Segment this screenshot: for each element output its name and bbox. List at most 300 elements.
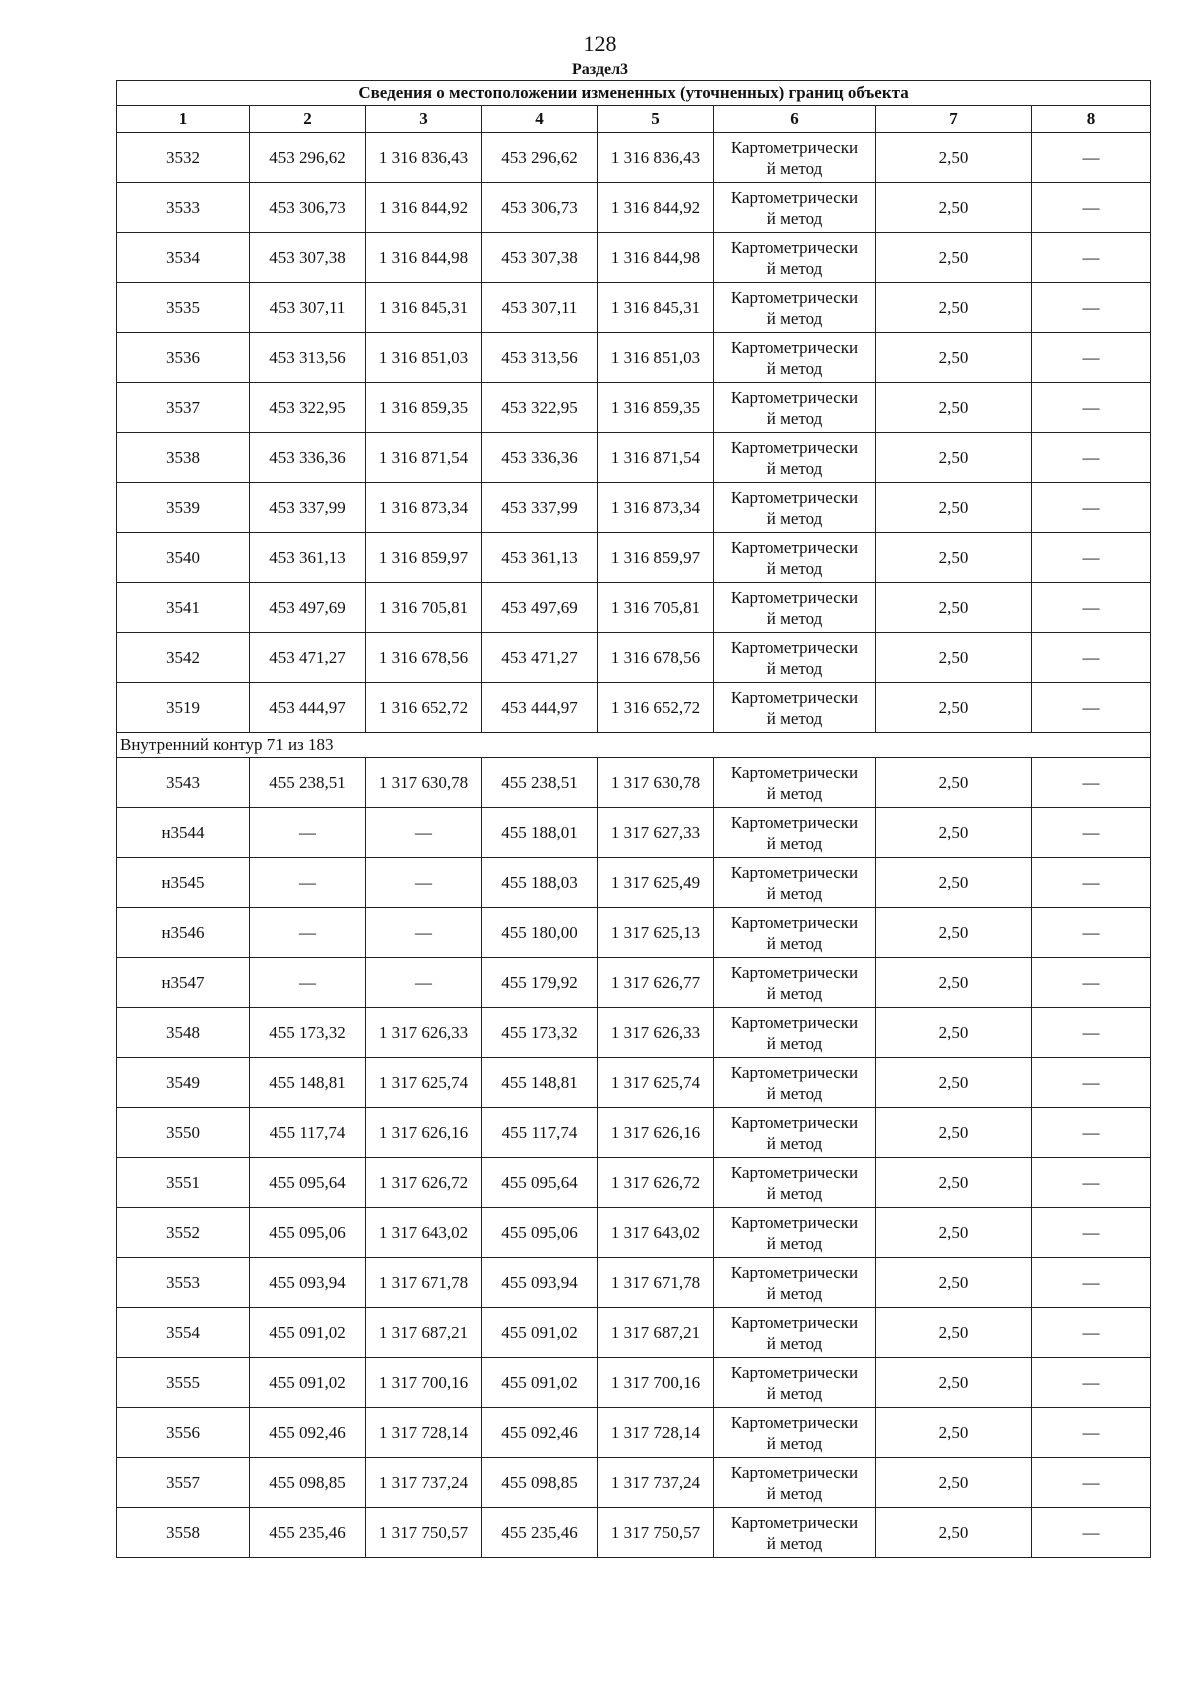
method-cell [714, 483, 876, 533]
method-cell [714, 683, 876, 733]
method-cell [714, 1408, 876, 1458]
table-row [117, 958, 1151, 1008]
refined-x-cell: 455 095,64 [482, 1158, 598, 1208]
existing-x-cell: 455 095,06 [250, 1208, 366, 1258]
refined-x-cell: 453 337,99 [482, 483, 598, 533]
accuracy-cell: 2,50 [876, 858, 1032, 908]
accuracy-cell: 2,50 [876, 283, 1032, 333]
method-text-line2: й метод [766, 1233, 823, 1253]
contour-label-row [117, 733, 1151, 758]
method-text-line2: й метод [766, 833, 823, 853]
table-row [117, 1058, 1151, 1108]
accuracy-cell: 2,50 [876, 433, 1032, 483]
refined-x-cell: 453 306,73 [482, 183, 598, 233]
accuracy-cell: 2,50 [876, 383, 1032, 433]
description-cell: — [1032, 1208, 1151, 1258]
section-label: Раздел3 [571, 61, 629, 78]
method-text-line2: й метод [766, 1283, 823, 1303]
accuracy-cell: 2,50 [876, 1358, 1032, 1408]
refined-x-cell: 455 235,46 [482, 1508, 598, 1558]
description-cell: — [1032, 1258, 1151, 1308]
method-text-line2: й метод [766, 1483, 823, 1503]
method-text-line2: й метод [766, 1433, 823, 1453]
refined-x-cell: 455 179,92 [482, 958, 598, 1008]
method-cell [714, 633, 876, 683]
table-row [117, 1158, 1151, 1208]
method-text-line1: Картометрически [730, 487, 859, 507]
method-text-line1: Картометрически [730, 962, 859, 982]
method-text-line1: Картометрически [730, 137, 859, 157]
point-number-cell: 3534 [117, 233, 250, 283]
point-number-cell: 3540 [117, 533, 250, 583]
existing-y-cell: 1 317 728,14 [366, 1408, 482, 1458]
accuracy-cell: 2,50 [876, 1408, 1032, 1458]
refined-x-cell: 453 307,38 [482, 233, 598, 283]
description-cell: — [1032, 233, 1151, 283]
description-cell: — [1032, 1408, 1151, 1458]
existing-y-cell: 1 317 687,21 [366, 1308, 482, 1358]
table-row [117, 1408, 1151, 1458]
table-row [117, 583, 1151, 633]
accuracy-cell: 2,50 [876, 808, 1032, 858]
existing-x-cell: — [250, 808, 366, 858]
point-number-cell: 3537 [117, 383, 250, 433]
table-row [117, 1458, 1151, 1508]
description-cell: — [1032, 1458, 1151, 1508]
accuracy-cell: 2,50 [876, 483, 1032, 533]
existing-y-cell: 1 316 844,98 [366, 233, 482, 283]
description-cell: — [1032, 133, 1151, 183]
point-number-cell: 3542 [117, 633, 250, 683]
existing-x-cell: 453 497,69 [250, 583, 366, 633]
method-text-line2: й метод [766, 983, 823, 1003]
method-text-line2: й метод [766, 1383, 823, 1403]
existing-y-cell: 1 316 859,97 [366, 533, 482, 583]
table-row [117, 233, 1151, 283]
refined-y-cell: 1 317 630,78 [598, 758, 714, 808]
point-number-cell: 3549 [117, 1058, 250, 1108]
table-row [117, 758, 1151, 808]
existing-y-cell: 1 316 678,56 [366, 633, 482, 683]
refined-y-cell: 1 317 643,02 [598, 1208, 714, 1258]
table-row [117, 533, 1151, 583]
refined-y-cell: 1 317 737,24 [598, 1458, 714, 1508]
description-cell: — [1032, 808, 1151, 858]
method-text-line1: Картометрически [730, 537, 859, 557]
refined-x-cell: 453 313,56 [482, 333, 598, 383]
table-row [117, 383, 1151, 433]
existing-y-cell: 1 316 705,81 [366, 583, 482, 633]
description-cell: — [1032, 908, 1151, 958]
existing-y-cell: 1 316 871,54 [366, 433, 482, 483]
existing-x-cell: 455 095,64 [250, 1158, 366, 1208]
method-text-line1: Картометрически [730, 1462, 859, 1482]
existing-x-cell: 455 173,32 [250, 1008, 366, 1058]
method-cell [714, 383, 876, 433]
description-cell: — [1032, 1508, 1151, 1558]
existing-x-cell: 455 098,85 [250, 1458, 366, 1508]
description-cell: — [1032, 283, 1151, 333]
refined-x-cell: 453 296,62 [482, 133, 598, 183]
method-text-line1: Картометрически [730, 762, 859, 782]
existing-y-cell: 1 316 836,43 [366, 133, 482, 183]
accuracy-cell: 2,50 [876, 233, 1032, 283]
refined-y-cell: 1 317 626,33 [598, 1008, 714, 1058]
method-text-line1: Картометрически [730, 1112, 859, 1132]
point-number-cell: 3543 [117, 758, 250, 808]
refined-y-cell: 1 316 873,34 [598, 483, 714, 533]
method-cell [714, 1258, 876, 1308]
method-text-line1: Картометрически [730, 1162, 859, 1182]
existing-x-cell: 453 471,27 [250, 633, 366, 683]
method-text-line1: Картометрически [730, 587, 859, 607]
accuracy-cell: 2,50 [876, 633, 1032, 683]
refined-x-cell: 455 180,00 [482, 908, 598, 958]
method-cell [714, 333, 876, 383]
accuracy-cell: 2,50 [876, 1208, 1032, 1258]
method-text-line2: й метод [766, 1533, 823, 1553]
description-cell: — [1032, 1358, 1151, 1408]
refined-y-cell: 1 316 652,72 [598, 683, 714, 733]
description-cell: — [1032, 758, 1151, 808]
existing-y-cell: 1 317 626,16 [366, 1108, 482, 1158]
description-cell: — [1032, 433, 1151, 483]
point-number-cell: 3557 [117, 1458, 250, 1508]
point-number-cell: 3556 [117, 1408, 250, 1458]
refined-x-cell: 455 098,85 [482, 1458, 598, 1508]
point-number-cell: н3547 [117, 958, 250, 1008]
method-text-line2: й метод [766, 508, 823, 528]
point-number-cell: 3535 [117, 283, 250, 333]
table-row [117, 1208, 1151, 1258]
accuracy-cell: 2,50 [876, 1458, 1032, 1508]
table-row [117, 183, 1151, 233]
table-row [117, 483, 1151, 533]
description-cell: — [1032, 1158, 1151, 1208]
method-text-line2: й метод [766, 458, 823, 478]
description-cell: — [1032, 958, 1151, 1008]
refined-y-cell: 1 316 836,43 [598, 133, 714, 183]
method-text-line2: й метод [766, 783, 823, 803]
existing-x-cell: 455 091,02 [250, 1358, 366, 1408]
accuracy-cell: 2,50 [876, 583, 1032, 633]
existing-x-cell: 455 117,74 [250, 1108, 366, 1158]
accuracy-cell: 2,50 [876, 908, 1032, 958]
column-number: 1 [117, 106, 250, 133]
method-text-line2: й метод [766, 558, 823, 578]
table-row [117, 1308, 1151, 1358]
refined-y-cell: 1 317 627,33 [598, 808, 714, 858]
method-text-line1: Картометрически [730, 812, 859, 832]
existing-y-cell: — [366, 858, 482, 908]
point-number-cell: 3552 [117, 1208, 250, 1258]
existing-y-cell: 1 317 625,74 [366, 1058, 482, 1108]
refined-y-cell: 1 317 700,16 [598, 1358, 714, 1408]
refined-x-cell: 455 093,94 [482, 1258, 598, 1308]
existing-y-cell: 1 317 737,24 [366, 1458, 482, 1508]
existing-x-cell: 453 337,99 [250, 483, 366, 533]
method-cell [714, 183, 876, 233]
existing-x-cell: 453 336,36 [250, 433, 366, 483]
method-cell [714, 1058, 876, 1108]
refined-x-cell: 453 336,36 [482, 433, 598, 483]
refined-x-cell: 453 322,95 [482, 383, 598, 433]
refined-x-cell: 455 092,46 [482, 1408, 598, 1458]
table-row [117, 283, 1151, 333]
table-row [117, 1358, 1151, 1408]
method-cell [714, 533, 876, 583]
description-cell: — [1032, 1108, 1151, 1158]
accuracy-cell: 2,50 [876, 1308, 1032, 1358]
existing-y-cell: 1 317 750,57 [366, 1508, 482, 1558]
existing-x-cell: 453 444,97 [250, 683, 366, 733]
method-cell [714, 133, 876, 183]
method-text-line1: Картометрически [730, 1262, 859, 1282]
description-cell: — [1032, 633, 1151, 683]
method-text-line2: й метод [766, 358, 823, 378]
method-text-line1: Картометрически [730, 637, 859, 657]
refined-y-cell: 1 316 851,03 [598, 333, 714, 383]
method-text-line2: й метод [766, 1133, 823, 1153]
point-number-cell: 3550 [117, 1108, 250, 1158]
refined-y-cell: 1 317 687,21 [598, 1308, 714, 1358]
method-cell [714, 1458, 876, 1508]
refined-y-cell: 1 317 728,14 [598, 1408, 714, 1458]
method-cell [714, 1358, 876, 1408]
method-text-line1: Картометрически [730, 237, 859, 257]
method-cell [714, 1108, 876, 1158]
accuracy-cell: 2,50 [876, 1008, 1032, 1058]
point-number-cell: 3548 [117, 1008, 250, 1058]
existing-x-cell: 453 307,38 [250, 233, 366, 283]
table-row [117, 1508, 1151, 1558]
column-number: 7 [876, 106, 1032, 133]
point-number-cell: 3536 [117, 333, 250, 383]
refined-y-cell: 1 317 625,49 [598, 858, 714, 908]
description-cell: — [1032, 383, 1151, 433]
existing-x-cell: 453 313,56 [250, 333, 366, 383]
method-text-line2: й метод [766, 658, 823, 678]
description-cell: — [1032, 333, 1151, 383]
method-cell [714, 758, 876, 808]
method-text-line1: Картометрически [730, 387, 859, 407]
point-number-cell: н3545 [117, 858, 250, 908]
column-number-row [117, 106, 1151, 133]
refined-y-cell: 1 317 626,77 [598, 958, 714, 1008]
method-text-line2: й метод [766, 1333, 823, 1353]
method-text-line2: й метод [766, 308, 823, 328]
existing-y-cell: 1 316 873,34 [366, 483, 482, 533]
description-cell: — [1032, 183, 1151, 233]
existing-y-cell: — [366, 808, 482, 858]
method-text-line1: Картометрически [730, 287, 859, 307]
existing-y-cell: 1 316 652,72 [366, 683, 482, 733]
column-number: 5 [598, 106, 714, 133]
existing-x-cell: 453 361,13 [250, 533, 366, 583]
method-text-line1: Картометрически [730, 862, 859, 882]
existing-x-cell: 455 148,81 [250, 1058, 366, 1108]
table-row [117, 1108, 1151, 1158]
method-text-line2: й метод [766, 158, 823, 178]
table-row [117, 133, 1151, 183]
existing-y-cell: 1 316 845,31 [366, 283, 482, 333]
accuracy-cell: 2,50 [876, 183, 1032, 233]
existing-y-cell: 1 317 630,78 [366, 758, 482, 808]
refined-y-cell: 1 316 845,31 [598, 283, 714, 333]
existing-y-cell: — [366, 908, 482, 958]
existing-y-cell: 1 316 851,03 [366, 333, 482, 383]
refined-x-cell: 453 307,11 [482, 283, 598, 333]
refined-y-cell: 1 316 844,98 [598, 233, 714, 283]
method-text-line2: й метод [766, 933, 823, 953]
method-text-line1: Картометрически [730, 1362, 859, 1382]
existing-y-cell: 1 317 626,33 [366, 1008, 482, 1058]
refined-y-cell: 1 317 625,74 [598, 1058, 714, 1108]
accuracy-cell: 2,50 [876, 1058, 1032, 1108]
existing-x-cell: 455 092,46 [250, 1408, 366, 1458]
column-number: 6 [714, 106, 876, 133]
method-cell [714, 808, 876, 858]
table-row [117, 633, 1151, 683]
method-text-line1: Картометрически [730, 437, 859, 457]
point-number-cell: 3558 [117, 1508, 250, 1558]
method-text-line2: й метод [766, 708, 823, 728]
point-number-cell: 3533 [117, 183, 250, 233]
existing-y-cell: 1 316 859,35 [366, 383, 482, 433]
existing-y-cell: 1 317 700,16 [366, 1358, 482, 1408]
method-text-line1: Картометрически [730, 187, 859, 207]
existing-x-cell: 453 307,11 [250, 283, 366, 333]
refined-y-cell: 1 316 844,92 [598, 183, 714, 233]
existing-x-cell: 453 296,62 [250, 133, 366, 183]
description-cell: — [1032, 858, 1151, 908]
point-number-cell: 3539 [117, 483, 250, 533]
refined-x-cell: 455 188,03 [482, 858, 598, 908]
refined-x-cell: 455 173,32 [482, 1008, 598, 1058]
contour-label: Внутренний контур 71 из 183 [117, 733, 1151, 758]
refined-x-cell: 455 095,06 [482, 1208, 598, 1258]
table-row [117, 858, 1151, 908]
column-number: 3 [366, 106, 482, 133]
method-cell [714, 1008, 876, 1058]
existing-x-cell: — [250, 858, 366, 908]
method-text-line2: й метод [766, 883, 823, 903]
method-text-line2: й метод [766, 258, 823, 278]
method-cell [714, 1508, 876, 1558]
table-row [117, 908, 1151, 958]
refined-x-cell: 455 148,81 [482, 1058, 598, 1108]
description-cell: — [1032, 1308, 1151, 1358]
refined-y-cell: 1 316 859,97 [598, 533, 714, 583]
refined-y-cell: 1 316 678,56 [598, 633, 714, 683]
point-number-cell: н3544 [117, 808, 250, 858]
method-cell [714, 908, 876, 958]
accuracy-cell: 2,50 [876, 1158, 1032, 1208]
refined-y-cell: 1 317 626,16 [598, 1108, 714, 1158]
existing-x-cell: 455 235,46 [250, 1508, 366, 1558]
table-row [117, 1258, 1151, 1308]
description-cell: — [1032, 583, 1151, 633]
description-cell: — [1032, 533, 1151, 583]
refined-x-cell: 455 091,02 [482, 1358, 598, 1408]
column-number: 4 [482, 106, 598, 133]
accuracy-cell: 2,50 [876, 1508, 1032, 1558]
refined-y-cell: 1 317 625,13 [598, 908, 714, 958]
method-cell [714, 283, 876, 333]
method-text-line2: й метод [766, 208, 823, 228]
description-cell: — [1032, 1058, 1151, 1108]
accuracy-cell: 2,50 [876, 333, 1032, 383]
point-number-cell: 3538 [117, 433, 250, 483]
existing-y-cell: 1 316 844,92 [366, 183, 482, 233]
accuracy-cell: 2,50 [876, 133, 1032, 183]
existing-x-cell: 455 091,02 [250, 1308, 366, 1358]
description-cell: — [1032, 1008, 1151, 1058]
refined-x-cell: 455 091,02 [482, 1308, 598, 1358]
refined-y-cell: 1 316 871,54 [598, 433, 714, 483]
point-number-cell: 3519 [117, 683, 250, 733]
method-cell [714, 1308, 876, 1358]
method-text-line2: й метод [766, 608, 823, 628]
existing-y-cell: 1 317 626,72 [366, 1158, 482, 1208]
refined-y-cell: 1 317 626,72 [598, 1158, 714, 1208]
boundary-coordinates-table [116, 80, 1151, 1558]
method-text-line2: й метод [766, 1183, 823, 1203]
point-number-cell: 3532 [117, 133, 250, 183]
refined-y-cell: 1 317 671,78 [598, 1258, 714, 1308]
method-text-line1: Картометрически [730, 1412, 859, 1432]
refined-x-cell: 453 497,69 [482, 583, 598, 633]
column-number: 2 [250, 106, 366, 133]
refined-y-cell: 1 316 859,35 [598, 383, 714, 433]
method-text-line1: Картометрически [730, 1212, 859, 1232]
method-text-line1: Картометрически [730, 687, 859, 707]
method-text-line1: Картометрически [730, 1012, 859, 1032]
description-cell: — [1032, 483, 1151, 533]
point-number-cell: 3553 [117, 1258, 250, 1308]
point-number-cell: 3554 [117, 1308, 250, 1358]
page-number: 128 [583, 31, 617, 56]
existing-y-cell: 1 317 643,02 [366, 1208, 482, 1258]
method-text-line2: й метод [766, 1083, 823, 1103]
refined-x-cell: 455 238,51 [482, 758, 598, 808]
table-row [117, 333, 1151, 383]
point-number-cell: 3541 [117, 583, 250, 633]
accuracy-cell: 2,50 [876, 533, 1032, 583]
refined-x-cell: 453 361,13 [482, 533, 598, 583]
method-text-line2: й метод [766, 1033, 823, 1053]
table-row [117, 433, 1151, 483]
point-number-cell: 3555 [117, 1358, 250, 1408]
accuracy-cell: 2,50 [876, 958, 1032, 1008]
accuracy-cell: 2,50 [876, 1108, 1032, 1158]
existing-y-cell: 1 317 671,78 [366, 1258, 482, 1308]
method-cell [714, 858, 876, 908]
method-text-line1: Картометрически [730, 912, 859, 932]
description-cell: — [1032, 683, 1151, 733]
method-cell [714, 1208, 876, 1258]
refined-x-cell: 455 188,01 [482, 808, 598, 858]
accuracy-cell: 2,50 [876, 683, 1032, 733]
method-text-line1: Картометрически [730, 1512, 859, 1532]
method-cell [714, 233, 876, 283]
existing-x-cell: 453 306,73 [250, 183, 366, 233]
refined-x-cell: 453 444,97 [482, 683, 598, 733]
existing-x-cell: 455 093,94 [250, 1258, 366, 1308]
method-text-line2: й метод [766, 408, 823, 428]
method-text-line1: Картометрически [730, 337, 859, 357]
existing-x-cell: — [250, 958, 366, 1008]
